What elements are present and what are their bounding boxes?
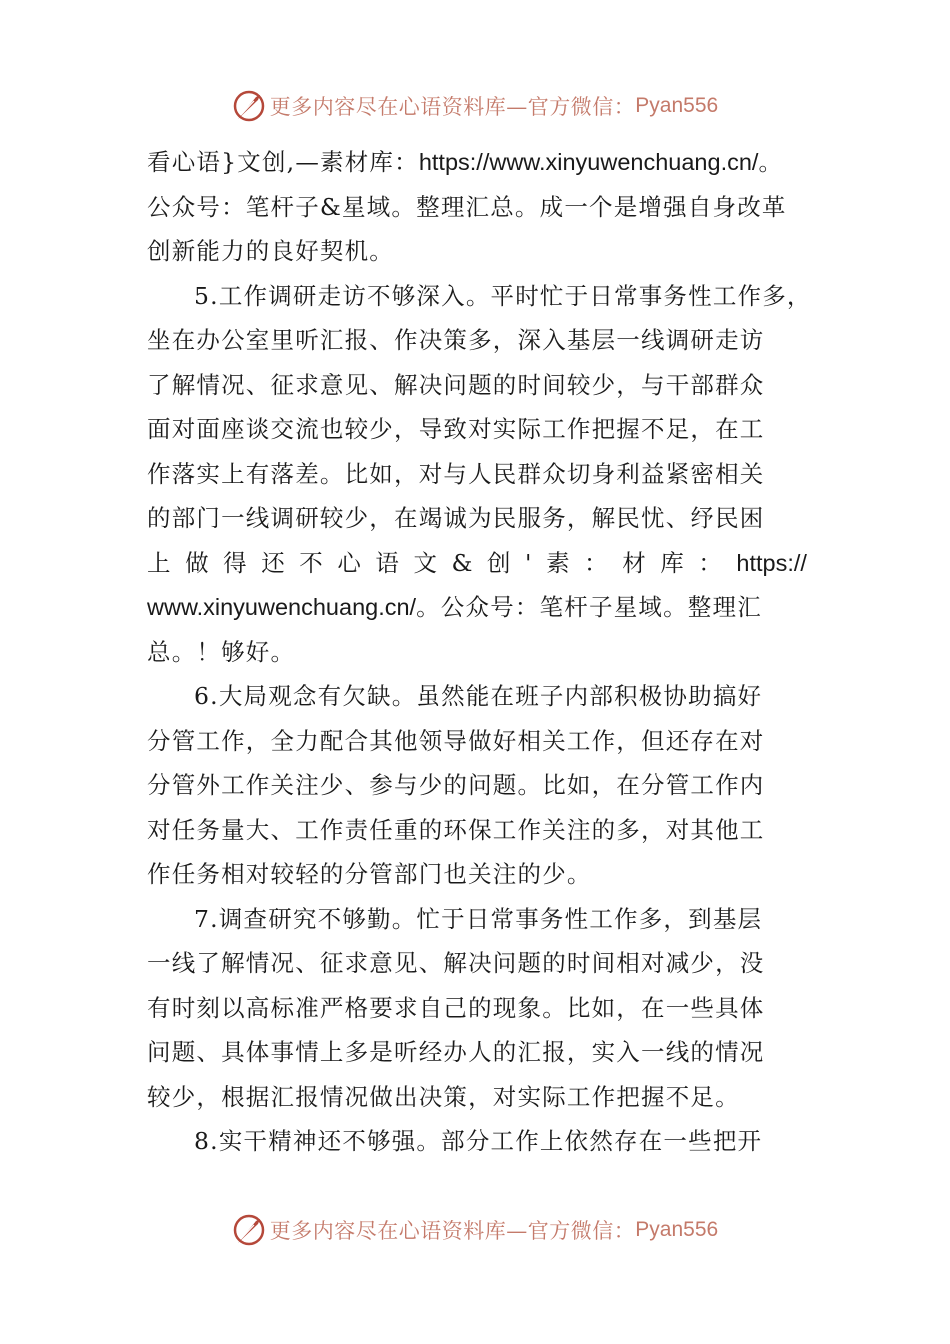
text-line: 坐在办公室里听汇报、作决策多，深入基层一线调研走访	[147, 326, 765, 354]
paragraph-start-7: 7.调查研究不够勤。忙于日常事务性工作多，到基层	[194, 904, 763, 933]
header-wechat-id: Pyan556	[635, 94, 719, 117]
paragraph-start-8: 8.实干精神还不够强。部分工作上依然存在一些把开	[194, 1127, 763, 1155]
url-text: www.xinyuwenchuang.cn/	[147, 594, 417, 620]
text-line: 了解情况、征求意见、解决问题的时间较少，与干部群众	[147, 370, 765, 399]
text-line: 对任务量大、工作责任重的环保工作关注的多，对其他工	[147, 815, 765, 844]
footer-wechat-id: Pyan556	[635, 1218, 719, 1241]
text-line: 作落实上有落差。比如，对与人民群众切身利益紧密相关	[147, 459, 765, 488]
text-line: 看心语}文创,—素材库：https://www.xinyuwenchuang.cn/。	[147, 148, 784, 176]
text-line: 较少，根据汇报情况做出决策，对实际工作把握不足。	[147, 1082, 740, 1111]
url-text: https://www.xinyuwenchuang.cn/	[418, 149, 759, 175]
paragraph-start-6: 6.大局观念有欠缺。虽然能在班子内部积极协助搞好	[194, 682, 763, 710]
text-line: www.xinyuwenchuang.cn/。公众号：笔杆子星域。整理汇	[147, 593, 762, 621]
text-line: 有时刻以高标准严格要求自己的现象。比如，在一些具体	[147, 993, 765, 1022]
document-body	[147, 140, 812, 1164]
quill-logo-icon	[232, 89, 266, 123]
text-line: 公众号：笔杆子&星域。整理汇总。成一个是增强自身改革	[147, 192, 787, 221]
quill-logo-icon	[232, 1213, 266, 1247]
justified-text-line: 上 做 得 还 不 心 语 文 & 创 ' 素 ： 材 库 ： https://	[147, 548, 807, 577]
text-line: 分管工作，全力配合其他领导做好相关工作，但还存在对	[147, 726, 765, 755]
text-line: 的部门一线调研较少，在竭诚为民服务，解民忧、纾民困	[147, 504, 765, 532]
paragraph-start-5: 5.工作调研走访不够深入。平时忙于日常事务性工作多，	[194, 281, 812, 310]
text-line: 问题、具体事情上多是听经办人的汇报，实入一线的情况	[147, 1038, 765, 1066]
footer-text: 更多内容尽在心语资料库—官方微信：	[269, 1219, 636, 1243]
text-line: 创新能力的良好契机。	[147, 237, 394, 265]
header-text: 更多内容尽在心语资料库—官方微信：	[269, 95, 636, 119]
header-banner	[0, 86, 950, 126]
footer-banner	[0, 1210, 950, 1250]
text-line: 面对面座谈交流也较少，导致对实际工作把握不足，在工	[147, 415, 765, 443]
text-line: 作任务相对较轻的分管部门也关注的少。	[147, 860, 592, 888]
text-line: 分管外工作关注少、参与少的问题。比如，在分管工作内	[147, 771, 765, 799]
text-line: 总。！够好。	[147, 637, 296, 666]
text-line: 一线了解情况、征求意见、解决问题的时间相对减少，没	[147, 949, 765, 977]
